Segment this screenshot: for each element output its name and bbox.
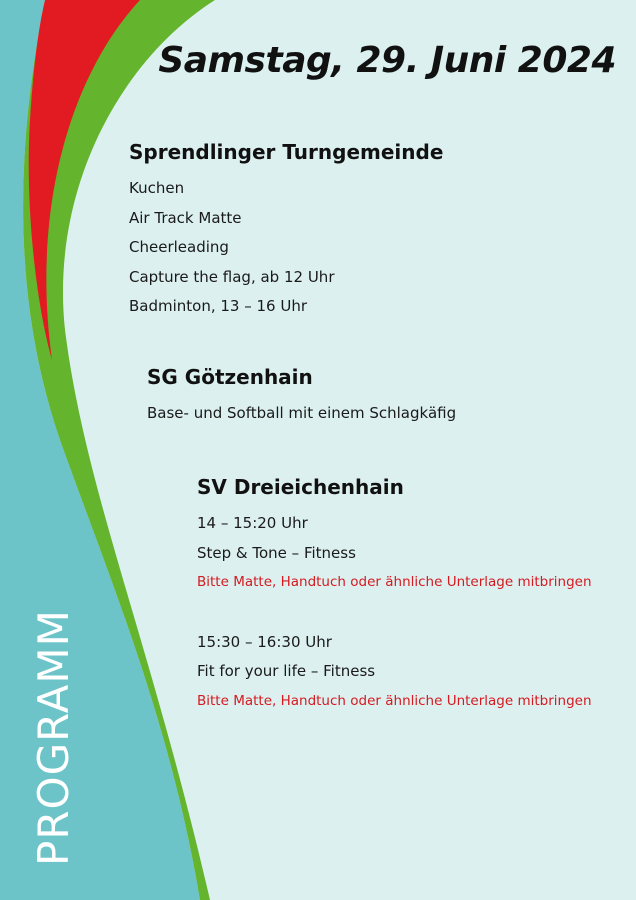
section-sg-goetzenhain: [147, 365, 456, 429]
session-note: Bitte Matte, Handtuch oder ähnliche Unterlage mitbringen: [197, 574, 592, 590]
list-item: Capture the flag, ab 12 Uhr: [129, 267, 335, 286]
session-activity: Step & Tone – Fitness: [197, 543, 356, 562]
session-time: 14 – 15:20 Uhr: [197, 514, 308, 532]
section-sv-dreieichenhain: [197, 475, 592, 716]
section-title: SG Götzenhain: [147, 365, 313, 389]
list-item: Kuchen: [129, 179, 185, 197]
list-item: Base- und Softball mit einem Schlagkäfig: [147, 404, 457, 422]
section-title: SV Dreieichenhain: [197, 475, 404, 499]
event-date-title: Samstag, 29. Juni 2024: [158, 40, 616, 81]
list-item: Air Track Matte: [129, 208, 242, 227]
session-time: 15:30 – 16:30 Uhr: [197, 632, 332, 651]
section-sprendlinger-turngemeinde: [129, 140, 443, 322]
list-item: Cheerleading: [129, 238, 229, 256]
list-item: Badminton, 13 – 16 Uhr: [129, 297, 308, 315]
session-note: Bitte Matte, Handtuch oder ähnliche Unterlage mitbringen: [197, 692, 592, 709]
session-activity: Fit for your life – Fitness: [197, 662, 376, 680]
section-title: Sprendlinger Turngemeinde: [129, 140, 444, 164]
session-spacer: [197, 598, 592, 628]
programm-vertical-label: PROGRAMM: [29, 609, 78, 866]
